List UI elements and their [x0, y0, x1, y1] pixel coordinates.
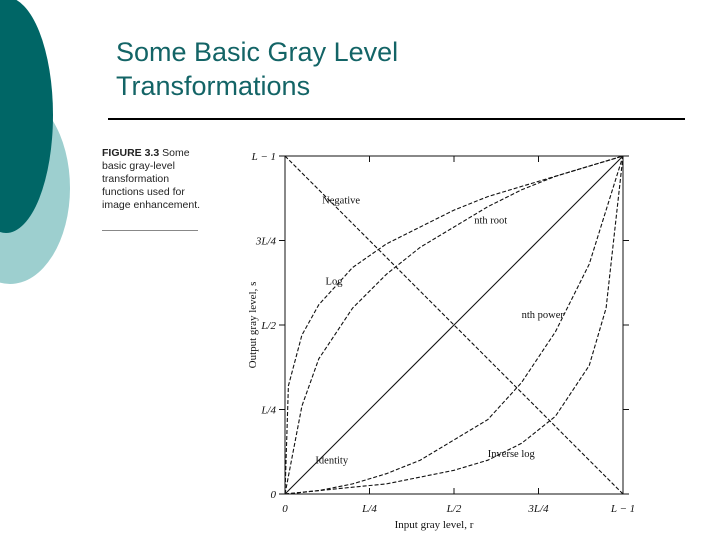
y-tick-label: L/2	[261, 320, 276, 332]
x-tick-label: 0	[282, 503, 288, 515]
x-tick-label: L/2	[446, 503, 462, 515]
y-tick-label: L − 1	[251, 151, 276, 163]
figure-caption-text: Some basic gray-level transformation functions used for image enhancement.	[102, 147, 201, 211]
annotation-inverse-log: Inverse log	[487, 448, 535, 460]
chart-curves	[285, 156, 623, 494]
annotation-log: Log	[325, 276, 343, 288]
slide-title-line-1: Some Basic Gray Level	[116, 37, 399, 67]
y-tick-label: 3L/4	[255, 235, 276, 248]
figure-label: FIGURE 3.3	[102, 147, 160, 159]
x-tick-label: 3L/4	[528, 503, 549, 515]
y-axis-label: Output gray level, s	[247, 281, 259, 369]
x-tick-label: L − 1	[610, 503, 636, 515]
annotation-nth-root: nth root	[474, 215, 508, 227]
chart-ticks	[251, 151, 636, 515]
y-tick-label: L/4	[261, 404, 276, 417]
annotation-identity: Identity	[315, 455, 349, 467]
x-tick-label: L/4	[362, 503, 377, 515]
x-axis-label: Input gray level, r	[394, 519, 474, 531]
annotation-nth-power: nth power	[521, 310, 564, 322]
slide-title-line-2: Transformations	[116, 71, 311, 101]
y-tick-label: 0	[270, 489, 276, 501]
annotation-negative: Negative	[322, 195, 361, 207]
series-identity-line	[285, 156, 623, 494]
